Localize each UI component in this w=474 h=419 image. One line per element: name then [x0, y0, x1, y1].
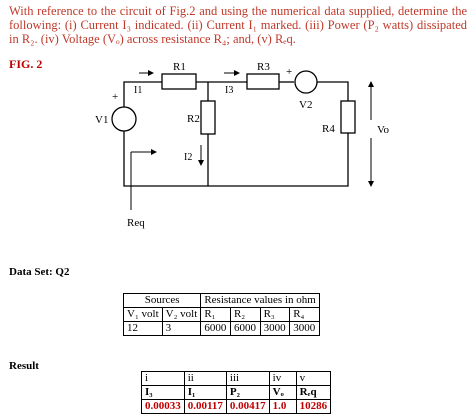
header-sources: Sources [124, 294, 201, 308]
label-i3: I3 [225, 85, 234, 96]
result-label: Result [9, 360, 39, 372]
table-row [142, 400, 331, 414]
value-v2: 3 [162, 322, 201, 336]
table-row [142, 372, 331, 386]
label-v1: V1 [95, 114, 109, 126]
value-r3: 3000 [260, 322, 290, 336]
col-v1: V₁ volt [124, 308, 163, 322]
wire-bottom-left [124, 131, 208, 186]
label-vo: Vo [377, 124, 390, 136]
result-vo: 1.0 [269, 400, 296, 414]
label-v2-plus: + [286, 66, 293, 78]
wire-bottom-right [208, 133, 348, 186]
roman-iv: iv [269, 372, 296, 386]
table-row [124, 322, 320, 336]
symbol-i3: I₃ [142, 386, 185, 400]
label-r2: R2 [187, 113, 200, 125]
table-row [124, 308, 320, 322]
symbol-i1: I₁ [184, 386, 226, 400]
header-resistance: Resistance values in ohm [201, 294, 320, 308]
resistor-r2 [201, 101, 215, 134]
value-v1: 12 [124, 322, 163, 336]
source-v1 [112, 107, 136, 131]
label-r1: R1 [173, 61, 186, 73]
symbol-p2: P₂ [226, 386, 269, 400]
col-r4: R₄ [290, 308, 320, 322]
resistor-r4 [341, 101, 355, 133]
result-i1: 0.00117 [184, 400, 226, 414]
label-v1-plus: + [112, 91, 119, 103]
col-v2: V₂ volt [162, 308, 201, 322]
value-r4: 3000 [290, 322, 320, 336]
label-v2: V2 [299, 99, 313, 111]
label-i1: I1 [134, 85, 143, 96]
result-req: 10286 [296, 400, 331, 414]
label-i2: I2 [184, 152, 193, 163]
source-v2 [295, 71, 317, 93]
roman-ii: ii [184, 372, 226, 386]
symbol-vo: Vₒ [269, 386, 296, 400]
result-i3: 0.00033 [142, 400, 185, 414]
wire-top-left [124, 82, 162, 107]
result-table [141, 371, 331, 414]
roman-iii: iii [226, 372, 269, 386]
symbol-req: Rₑq [296, 386, 331, 400]
value-r1: 6000 [201, 322, 231, 336]
resistor-r3 [247, 74, 279, 89]
col-r1: R₁ [201, 308, 231, 322]
resistor-r1 [162, 74, 196, 89]
value-r2: 6000 [230, 322, 260, 336]
table-row [142, 386, 331, 400]
roman-v: v [296, 372, 331, 386]
wire-top-right [317, 82, 348, 101]
label-r3: R3 [257, 61, 270, 73]
problem-statement: With reference to the circuit of Fig.2 and using the numerical data supplied, determine the following: (i) Current I₃ indicated. (ii) Current I₁ marked. (iii) Power (P₂ watts) dissipated in R₂. (iv) Voltage (Vₒ) across resistance R₄; and, (v) Rₑq. [9, 4, 467, 46]
col-r2: R₂ [230, 308, 260, 322]
data-table [123, 293, 320, 336]
label-r4: R4 [322, 123, 335, 135]
col-r3: R₃ [260, 308, 290, 322]
figure-label: FIG. 2 [9, 57, 43, 71]
label-req: Req [127, 217, 145, 229]
result-p2: 0.00417 [226, 400, 269, 414]
roman-i: i [142, 372, 185, 386]
dataset-label: Data Set: Q2 [9, 266, 70, 278]
